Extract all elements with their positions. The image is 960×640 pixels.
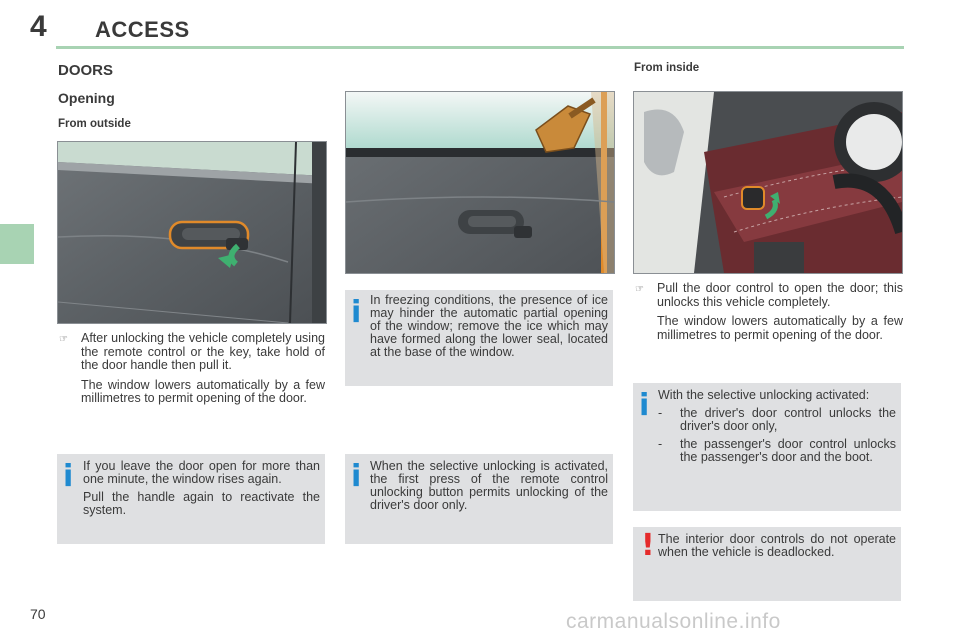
warning-text: The interior door controls do not operate when the vehicle is deadlocked. bbox=[658, 532, 896, 559]
frozen-window-photo bbox=[345, 91, 615, 274]
from-outside-heading: From outside bbox=[58, 118, 131, 130]
list-dash: - bbox=[658, 406, 663, 420]
from-inside-heading: From inside bbox=[634, 62, 700, 74]
list-item bbox=[658, 438, 896, 464]
list-dash: - bbox=[658, 437, 663, 451]
info-box-selective-unlocking-detail bbox=[633, 383, 901, 511]
warning-box-deadlocked bbox=[633, 527, 901, 601]
from-outside-instructions bbox=[59, 331, 325, 412]
from-outside-note: The window lowers automatically by a few millimetres to permit opening of the door. bbox=[81, 377, 325, 405]
info-freezing-text: In freezing conditions, the presence of ice may hinder the automatic partial opening of the window; remove the ice which may have formed along the lower seal, located at the base of the window. bbox=[370, 293, 608, 359]
header-rule bbox=[56, 46, 904, 49]
info-door-open-text: If you leave the door open for more than one minute, the window rises again. bbox=[83, 459, 320, 486]
info-selective-detail-text bbox=[658, 389, 896, 464]
chapter-side-tab bbox=[0, 224, 34, 264]
section-subtitle: Opening bbox=[58, 90, 115, 106]
info-icon: i bbox=[351, 459, 362, 494]
pointing-hand-icon: ☞ bbox=[635, 284, 644, 295]
info-box-text bbox=[83, 460, 320, 522]
chapter-number: 4 bbox=[30, 10, 47, 43]
interior-door-control-photo bbox=[633, 91, 903, 274]
info-box-door-open bbox=[57, 454, 325, 544]
door-handle-outside-photo bbox=[57, 141, 327, 324]
info-icon: i bbox=[351, 295, 362, 330]
info-box-selective-unlocking bbox=[345, 454, 613, 544]
info-box-freezing bbox=[345, 290, 613, 386]
from-inside-instructions bbox=[635, 281, 903, 348]
watermark: carmanualsonline.info bbox=[566, 610, 781, 633]
warning-icon: ! bbox=[641, 528, 655, 563]
from-inside-step: Pull the door control to open the door; this unlocks this vehicle completely. bbox=[657, 281, 903, 309]
info-reactivate-text: Pull the handle again to reactivate the system. bbox=[83, 490, 320, 517]
list-item-text: the driver's door control unlocks the driver's door only, bbox=[680, 406, 896, 433]
pointing-hand-icon: ☞ bbox=[59, 334, 68, 345]
info-icon: i bbox=[639, 388, 650, 423]
from-inside-note: The window lowers automatically by a few millimetres to permit opening of the door. bbox=[657, 314, 903, 342]
section-title: DOORS bbox=[58, 62, 114, 79]
from-outside-step: After unlocking the vehicle completely using the remote control or the key, take hold of the door handle then pull it. bbox=[81, 331, 325, 372]
info-icon: i bbox=[63, 459, 74, 494]
info-selective-text: When the selective unlocking is activated, the first press of the remote control unlocking button permits unlocking of the driver's door only. bbox=[370, 459, 608, 512]
page-number: 70 bbox=[30, 606, 46, 622]
list-item-text: the passenger's door control unlocks the passenger's door and the boot. bbox=[680, 437, 896, 464]
chapter-title: ACCESS bbox=[95, 17, 190, 42]
list-item bbox=[658, 407, 896, 433]
info-selective-intro: With the selective unlocking activated: bbox=[658, 388, 870, 402]
